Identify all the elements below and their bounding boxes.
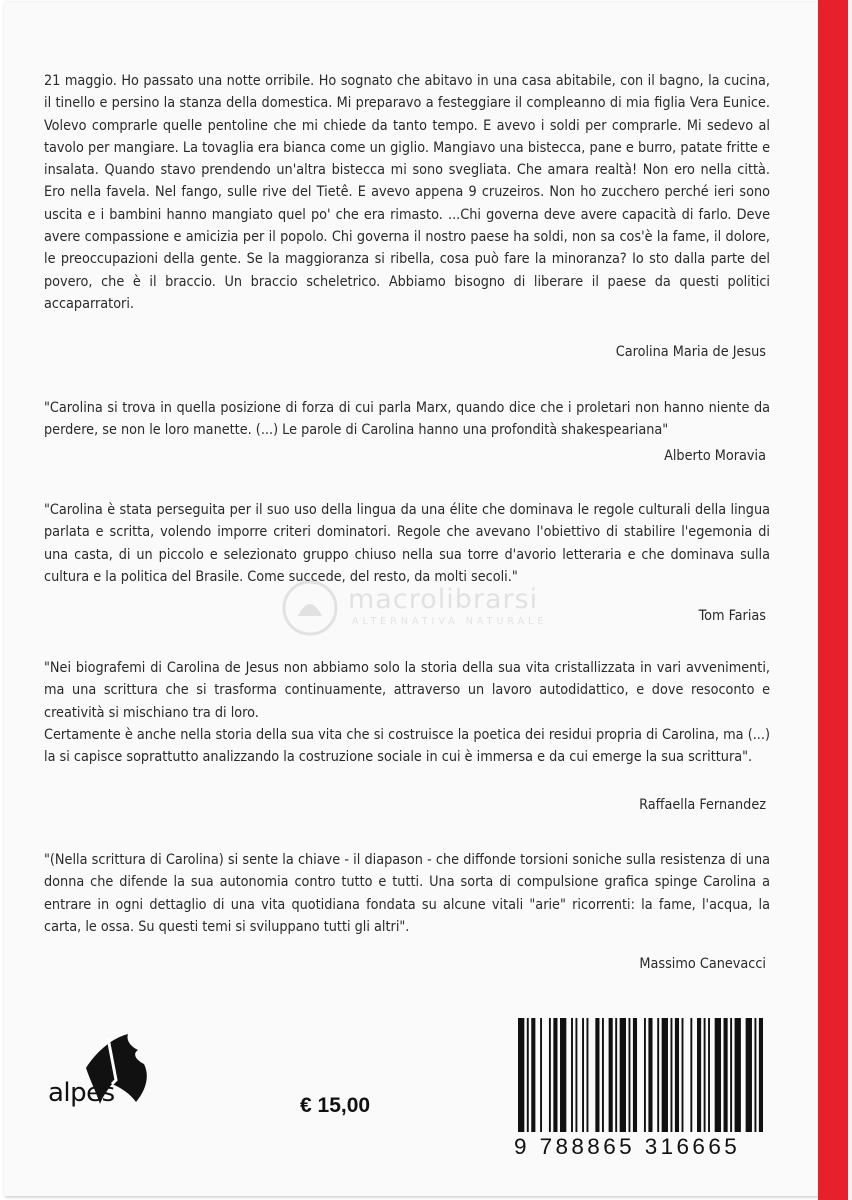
barcode-bar (595, 1018, 599, 1132)
barcode-bar (633, 1018, 637, 1132)
quote-author: Alberto Moravia (664, 448, 766, 464)
watermark (280, 578, 580, 638)
quote-paragraph: Certamente è anche nella storia della sua vita che si costruisce la poetica dei residui propria di Carolina, ma (...) la si capisce soprattutto analizzando la costruzione sociale in cui è immersa e da cui emerge la sua scrittura". (44, 726, 770, 766)
watermark-text: macrolibrarsi (348, 584, 539, 615)
barcode-bar (549, 1018, 551, 1132)
quote-paragraph: "Carolina è stata perseguita per il suo uso della lingua da una élite che dominava le regole culturali della lingua parlata e scritta, volendo imporre criteri dominatori. Regole che avevano l'obiettivo di stabilire l'egemonia di una casta, di un piccolo e selezionato gruppo chiuso nella sua torre d'avorio letteraria e che dominava sulla cultura e la politica del Brasile. Come succede, del resto, da molti secoli." (44, 502, 770, 585)
barcode-bar (560, 1018, 566, 1132)
quote-author: Massimo Canevacci (639, 956, 766, 972)
barcode-bar (527, 1018, 529, 1132)
barcode-bar (697, 1018, 701, 1132)
barcode-bar (724, 1018, 728, 1132)
quote-moravia (44, 397, 770, 442)
barcode-bar (690, 1018, 692, 1132)
barcode-bar (644, 1018, 646, 1132)
barcode-bar (571, 1018, 573, 1132)
barcode (512, 1018, 769, 1136)
barcode-bar (730, 1018, 732, 1132)
barcode-bar (682, 1018, 684, 1132)
barcode-bar (675, 1018, 679, 1132)
barcode-bar (708, 1018, 710, 1132)
watermark-subtext: ALTERNATIVA NATURALE (352, 616, 548, 627)
barcode-bar (662, 1018, 668, 1132)
barcode-bar (602, 1018, 604, 1132)
barcode-bar (657, 1018, 659, 1132)
barcode-bar (609, 1018, 613, 1132)
barcode-number: 9 788865 316665 (514, 1134, 741, 1159)
barcode-bar (575, 1018, 577, 1132)
quote-carolina (44, 70, 770, 315)
quote-paragraph: "Nei biografemi di Carolina de Jesus non abbiamo solo la storia della sua vita cristallizzata in vari avvenimenti, ma una scrittura che si trasforma continuamente, attraverso un lavoro autodidattico, e dove resoconto e creatività si mischiano tra di loro. (44, 660, 770, 721)
barcode-bar (746, 1018, 752, 1132)
page-edge (848, 0, 852, 1200)
barcode-bar (715, 1018, 721, 1132)
watermark-logo-icon (280, 578, 340, 638)
quote-paragraph: "Carolina si trova in quella posizione di forza di cui parla Marx, quando dice che i proletari non hanno niente da perdere, se non le loro manette. (...) Le parole di Carolina hanno una profondità shakespeariana" (44, 400, 770, 439)
quote-author: Tom Farias (698, 608, 766, 624)
quote-paragraph: 21 maggio. Ho passato una notte orribile. Ho sognato che abitavo in una casa abitabile, con il bagno, la cucina, il tinello e persino la stanza della domestica. Mi preparavo a festeggiare il compleanno di mia figlia Vera Eunice. Volevo comprarle quelle pentoline che mi chiede da tanto tempo. E avevo i soldi per comprarle. Mi sedevo al tavolo per mangiare. La tovaglia era bianca come un giglio. Mangiavo una bistecca, pane e burro, patate fritte e insalata. Quando stavo prendendo un'altra bistecca mi sono svegliata. Che amara realtà! Non ero nella città. Ero nella favela. Nel fango, sulle rive del Tietê. E avevo appena 9 cruzeiros. Non ho zucchero perché ieri sono uscita e i bambini hanno mangiato quel po' che era rimasto. ...Chi governa deve avere capacità di farlo. Deve avere compassione e amicizia per il popolo. Chi governa il nostro paese ha soldi, non sa cos'è la fame, il dolore, le preoccupazioni della gente. Se la maggioranza si ribella, cosa può fare la minoranza? Io sto dalla parte del povero, che è il braccio. Un braccio scheletrico. Abbiamo bisogno di liberare il paese da questi politici accaparratori. (44, 73, 770, 312)
barcode-bar (620, 1018, 626, 1132)
barcode-bar (648, 1018, 652, 1132)
barcode-bar (704, 1018, 706, 1132)
publisher-name: alpes (48, 1078, 115, 1108)
quote-author: Raffaella Fernandez (639, 797, 766, 813)
red-spine (818, 0, 848, 1200)
quote-farias (44, 499, 770, 588)
barcode-bar (759, 1018, 763, 1132)
barcode-bar (540, 1018, 542, 1132)
barcode-bar (531, 1018, 535, 1132)
quote-fernandez (44, 657, 770, 768)
quote-author: Carolina Maria de Jesus (615, 344, 766, 360)
barcode-bar (670, 1018, 672, 1132)
barcode-bar (553, 1018, 557, 1132)
quote-paragraph: "(Nella scrittura di Carolina) si sente la chiave - il diapason - che diffonde torsioni soniche sulla resistenza di una donna che difende la sua autonomia contro tutto e tutti. Una sorta di compulsione grafica spinge Carolina a entrare in ogni dettaglio di una vita quotidiana fondata su alcune vitali "arie" ricorrenti: la fame, l'acqua, la carta, le ossa. Su questi temi si sviluppano tutti gli altri". (44, 852, 770, 935)
barcode-bar (587, 1018, 589, 1132)
quote-canevacci (44, 849, 770, 938)
barcode-bar (735, 1018, 741, 1132)
barcode-bar (518, 1018, 524, 1132)
barcode-bar (629, 1018, 631, 1132)
barcode-bar (582, 1018, 584, 1132)
barcode-bar (754, 1018, 756, 1132)
barcode-bar (615, 1018, 617, 1132)
price: € 15,00 (300, 1094, 371, 1117)
